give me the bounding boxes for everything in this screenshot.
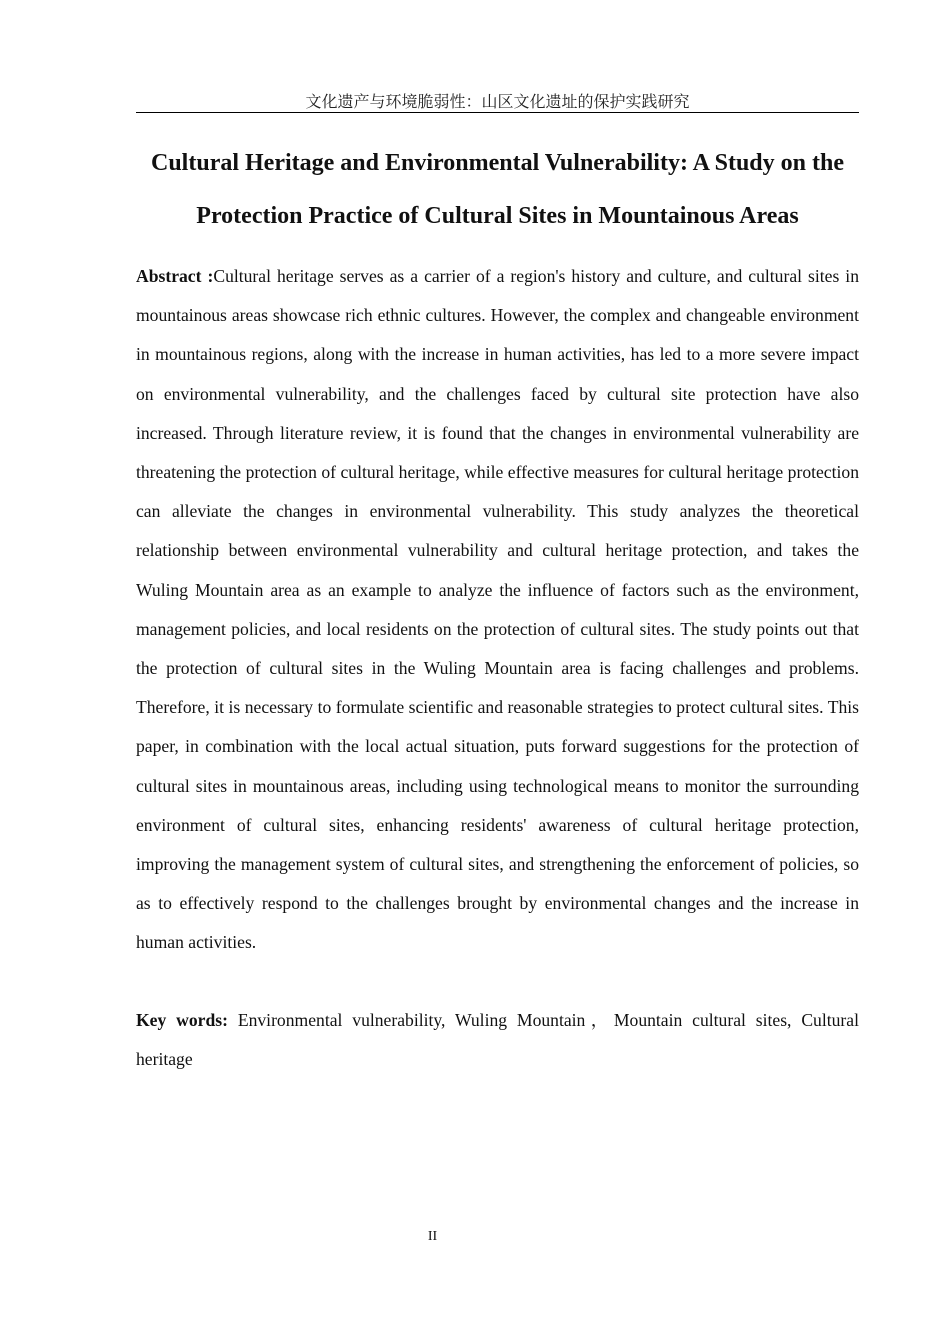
document-page — [136, 0, 859, 1344]
page-number: II — [427, 1229, 438, 1244]
running-header: 文化遗产与环境脆弱性：山区文化遗址的保护实践研究 — [136, 91, 859, 113]
abstract-label: Abstract : — [136, 266, 214, 286]
abstract-text: Cultural heritage serves as a carrier of a region's history and culture, and cultural sites in mountainous areas showcase rich ethnic cultures. However, the complex and changeable environment in mountainous regions, along with the increase in human activities, has led to a more severe impact on environmental vulnerability, and the challenges faced by cultural site protection have also increased. Through literature review, it is found that the changes in environmental vulnerability are threatening the protection of cultural heritage, while effective measures for cultural heritage protection can alleviate the changes in environmental vulnerability. This study analyzes the theoretical relationship between environmental vulnerability and cultural heritage protection, and takes the Wuling Mountain area as an example to analyze the influence of factors such as the environment, management policies, and local residents on the protection of cultural sites. The study points out that the protection of cultural sites in the Wuling Mountain area is facing challenges and problems. Therefore, it is necessary to formulate scientific and reasonable strategies to protect cultural sites. This paper, in combination with the local actual situation, puts forward suggestions for the protection of cultural sites in mountainous areas, including using technological means to monitor the surrounding environment of cultural sites, enhancing residents' awareness of cultural heritage protection, improving the management system of cultural sites, and strengthening the enforcement of policies, so as to effectively respond to the challenges brought by environmental changes and the increase in human activities. — [136, 266, 859, 953]
keywords-label: Key words: — [136, 1010, 228, 1030]
abstract-paragraph — [136, 257, 859, 963]
paper-title: Cultural Heritage and Environmental Vulnerability: A Study on the Protection Practice of Cultural Sites in Mountainous Areas — [151, 150, 844, 229]
keywords-paragraph — [136, 1001, 859, 1079]
keywords-text: Environmental vulnerability, Wuling Mountain，Mountain cultural sites, Cultural heritage — [136, 1010, 859, 1070]
